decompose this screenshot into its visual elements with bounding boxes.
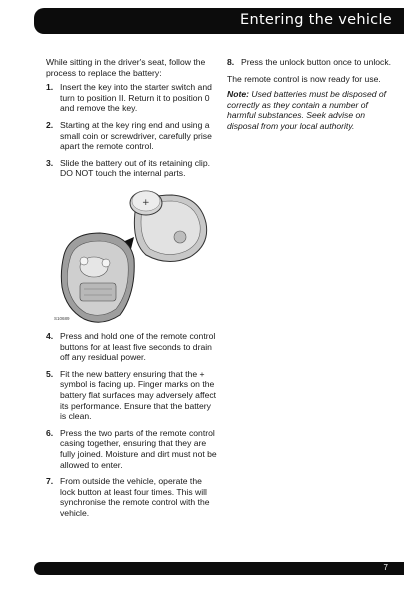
step-item: [46, 331, 218, 363]
steps-list-bottom: [46, 331, 218, 519]
figure-code: S10689: [54, 316, 70, 321]
step-number: 3.: [46, 157, 54, 168]
intro-text: While sitting in the driver's seat, follow the process to replace the battery:: [46, 57, 206, 78]
step-number: 7.: [46, 476, 54, 487]
step-text: Press and hold one of the remote control buttons for at least five seconds to drain off any residual power.: [60, 331, 216, 363]
step-number: 5.: [46, 368, 54, 379]
step-number: 1.: [46, 82, 54, 93]
step-item: [227, 57, 397, 68]
left-column: [46, 57, 218, 185]
note-label: Note:: [227, 89, 249, 100]
step-text: Slide the battery out of its retaining clip. DO NOT touch the internal parts.: [60, 157, 210, 179]
page-number: 7: [383, 563, 388, 572]
left-column-lower: [46, 331, 218, 525]
step-text: Press the two parts of the remote control casing together, ensuring that they are fully joined. Moisture and dirt must not be allowed to enter.: [60, 427, 217, 470]
remote-battery-illustration: [50, 183, 214, 329]
note-text: Used batteries must be disposed of correctly as they contain a number of harmful substances. Seek advise on disposal from your local authority.: [227, 89, 387, 131]
page-title: Entering the vehicle: [240, 12, 392, 28]
step-item: [46, 428, 218, 470]
step-item: [46, 82, 218, 114]
steps-list-right: [227, 57, 397, 68]
step-text: Fit the new battery ensuring that the + symbol is facing up. Finger marks on the battery flat surfaces may adversely affect its performance. Ensure that the battery is clean.: [60, 368, 217, 422]
coin-battery: [130, 191, 162, 215]
step-item: [46, 120, 218, 152]
note-paragraph: [227, 89, 397, 131]
step-number: 6.: [46, 427, 54, 438]
step-text: Starting at the key ring end and using a small coin or screwdriver, carefully prise apart the remote control.: [60, 119, 212, 152]
header-bar: [34, 8, 404, 34]
right-column: [227, 57, 397, 132]
ready-text: The remote control is now ready for use.: [227, 73, 381, 84]
step-number: 2.: [46, 119, 54, 130]
step-number: 4.: [46, 331, 54, 341]
footer-bar: [34, 562, 404, 575]
step-text: From outside the vehicle, operate the lock button at least four times. This will synchronise the remote control with the vehicle.: [60, 476, 210, 518]
svg-text:+: +: [142, 198, 150, 208]
remote-front-body: [61, 233, 134, 322]
steps-list-top: [46, 82, 218, 179]
step-item: [46, 158, 218, 179]
step-text: Press the unlock button once to unlock.: [241, 57, 392, 67]
step-number: 8.: [227, 57, 235, 67]
step-item: [46, 476, 218, 518]
step-text: Insert the key into the starter switch and turn to position II. Return it to position 0 and remove the key.: [60, 82, 212, 114]
step-item: [46, 369, 218, 422]
